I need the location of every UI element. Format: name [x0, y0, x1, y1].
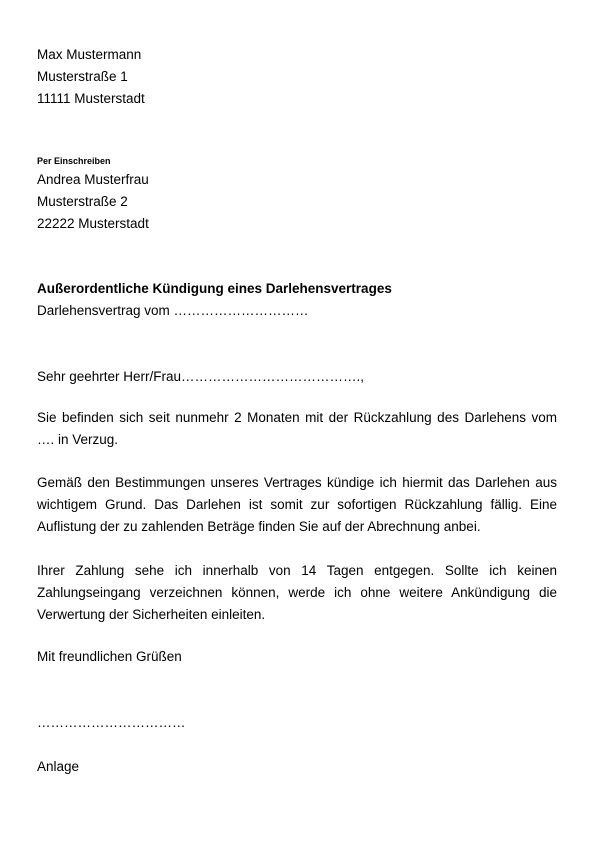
recipient-street: Musterstraße 2: [37, 194, 128, 209]
salutation: Sehr geehrter Herr/Frau………………………………….,: [37, 369, 365, 384]
recipient-city: 22222 Musterstadt: [37, 216, 149, 231]
attachment-label: Anlage: [37, 759, 80, 774]
sender-name: Max Mustermann: [37, 47, 142, 62]
paragraph-3: Ihrer Zahlung sehe ich innerhalb von 14 Tagen entgegen. Sollte ich keinen Zahlungseingang verzeichnen können, werde ich ohne weitere Ankündigung die Verwertung der Sicherheiten einleiten.: [37, 563, 557, 622]
sender-city: 11111 Musterstadt: [37, 91, 145, 106]
reference-line: Darlehensvertrag vom …………………………: [37, 303, 309, 318]
sender-street: Musterstraße 1: [37, 69, 128, 84]
subject-line: Außerordentliche Kündigung eines Darlehensvertrages: [37, 281, 392, 296]
recipient-name: Andrea Musterfrau: [37, 172, 149, 187]
letter-page: [37, 0, 557, 850]
paragraph-1: Sie befinden sich seit nunmehr 2 Monaten mit der Rückzahlung des Darlehens vom …. in Verzug.: [37, 410, 557, 447]
paragraph-2: Gemäß den Bestimmungen unseres Vertrages kündige ich hiermit das Darlehen aus wichtigem Grund. Das Darlehen ist somit zur sofortigen Rückzahlung fällig. Eine Auflistung der zu zahlenden Beträge finden Sie auf der Abrechnung anbei.: [37, 475, 557, 534]
delivery-method: Per Einschreiben: [37, 156, 111, 166]
closing: Mit freundlichen Grüßen: [37, 649, 182, 664]
signature-line: ……………………………: [37, 715, 186, 730]
